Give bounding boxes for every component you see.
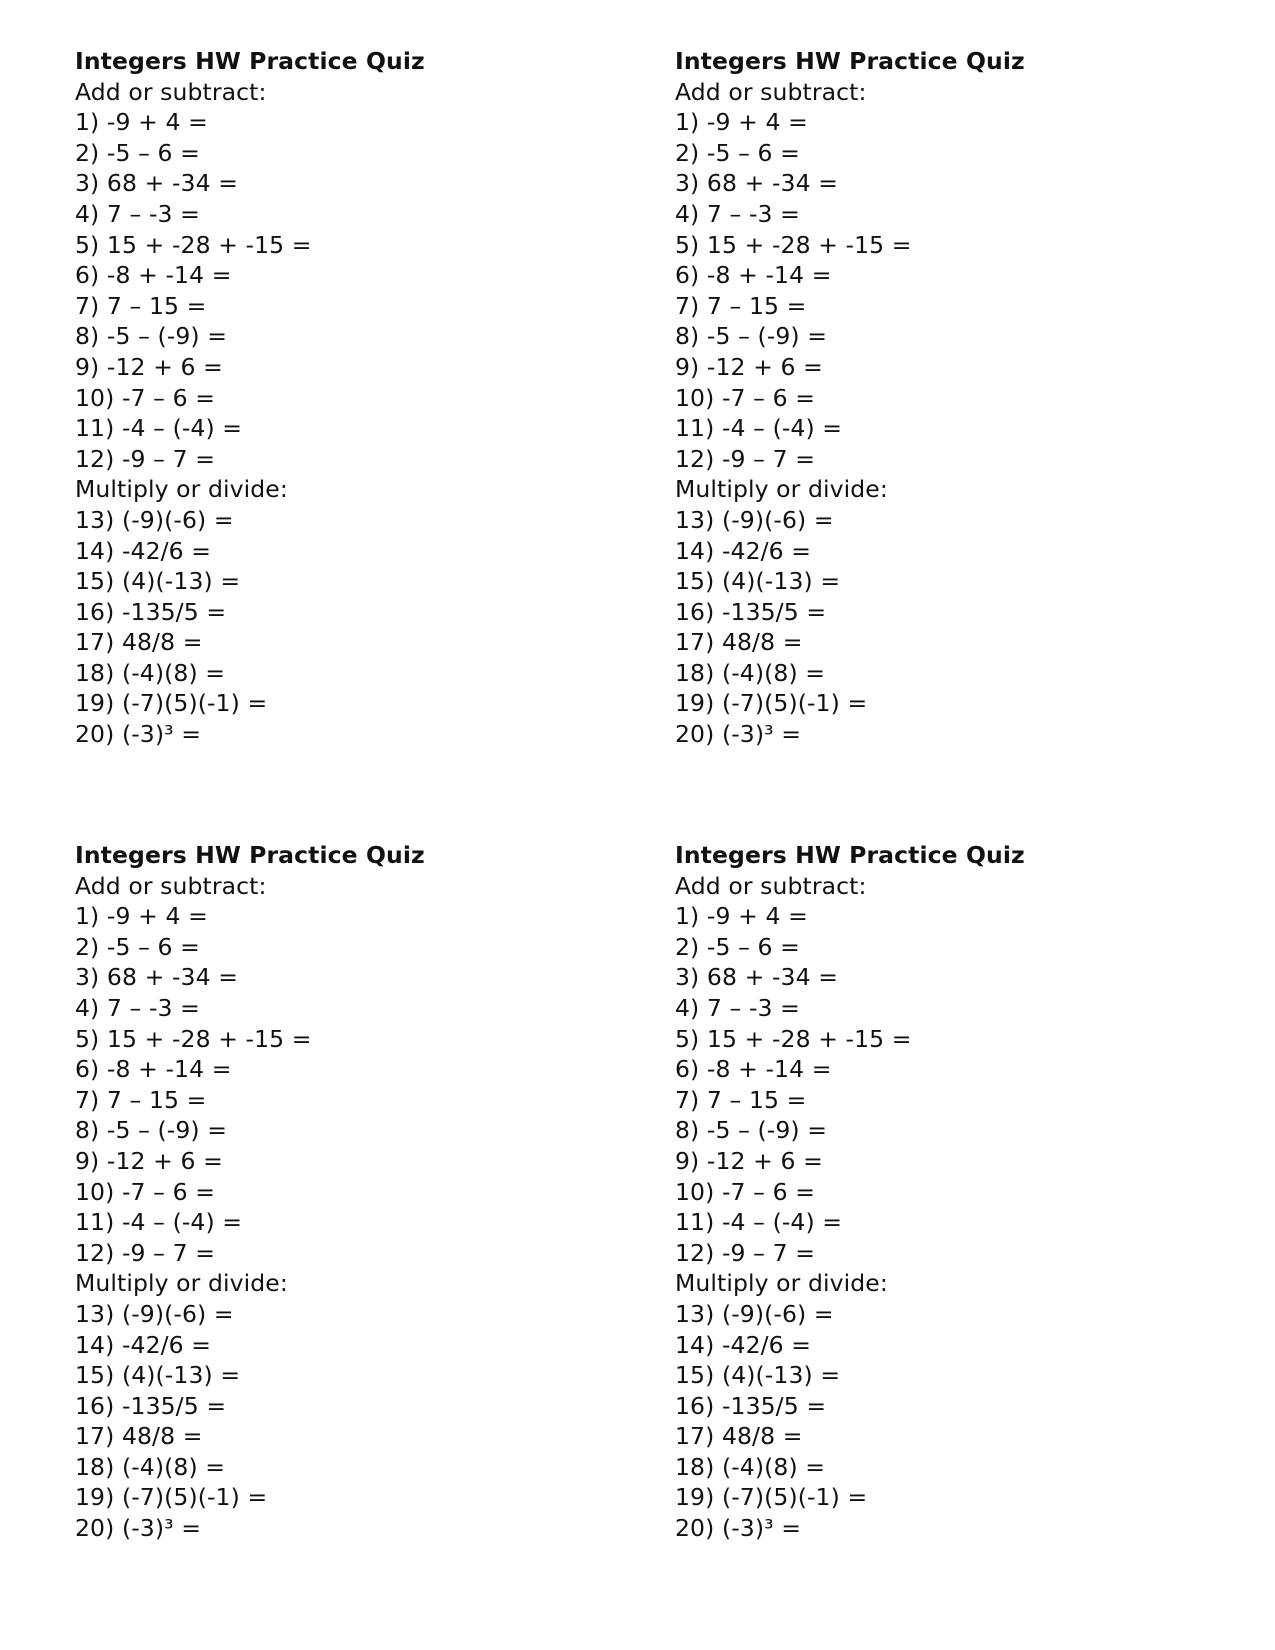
- problem-expression: -5 – (-9) =: [106, 1116, 228, 1145]
- section-heading-multiply-divide: Multiply or divide:: [75, 1269, 288, 1298]
- problem-expression: -7 – 6 =: [121, 383, 215, 412]
- problem-row: [675, 566, 1195, 597]
- problem-number: 9): [75, 1146, 100, 1175]
- problem-expression: -5 – (-9) =: [706, 322, 828, 351]
- problem-expression: (-3)³ =: [721, 720, 802, 749]
- problem-row: [75, 1115, 595, 1146]
- problem-row: [675, 505, 1195, 536]
- problem-row: [675, 688, 1195, 719]
- problem-row: [675, 597, 1195, 628]
- problem-expression: 7 – -3 =: [706, 993, 800, 1022]
- problem-expression: -42/6 =: [721, 536, 812, 565]
- problem-row: [675, 230, 1195, 261]
- problem-row: [75, 1024, 595, 1055]
- problem-number: 20): [675, 720, 715, 749]
- problem-number: 8): [675, 322, 700, 351]
- problem-row: [675, 444, 1195, 475]
- problem-expression: -9 – 7 =: [721, 1238, 815, 1267]
- problem-expression: 7 – 15 =: [706, 291, 807, 320]
- problem-row: [675, 1054, 1195, 1085]
- problem-number: 18): [675, 1452, 715, 1481]
- problem-number: 15): [75, 1361, 115, 1390]
- problem-expression: (-4)(8) =: [721, 1452, 826, 1481]
- problem-number: 1): [75, 902, 100, 931]
- problem-row: [675, 627, 1195, 658]
- problem-number: 16): [75, 1391, 115, 1420]
- quiz-copy-bottom-right: [675, 840, 1195, 1544]
- problem-number: 3): [675, 169, 700, 198]
- problem-number: 8): [75, 1116, 100, 1145]
- problem-number: 3): [675, 963, 700, 992]
- problem-number: 15): [675, 567, 715, 596]
- quiz-copy-top-left: [75, 46, 595, 750]
- problem-expression: 7 – -3 =: [106, 993, 200, 1022]
- problem-expression: 15 + -28 + -15 =: [106, 1024, 312, 1053]
- problem-expression: -9 + 4 =: [706, 902, 808, 931]
- problem-row: [75, 719, 595, 750]
- problem-number: 2): [675, 138, 700, 167]
- problem-row: [75, 993, 595, 1024]
- problem-row: [675, 1024, 1195, 1055]
- problem-number: 5): [675, 230, 700, 259]
- quiz-title: Integers HW Practice Quiz: [75, 47, 425, 75]
- problem-number: 14): [675, 1330, 715, 1359]
- problem-number: 16): [675, 597, 715, 626]
- problem-row: [75, 597, 595, 628]
- problem-number: 1): [75, 108, 100, 137]
- problem-expression: 7 – -3 =: [706, 199, 800, 228]
- problem-row: [675, 536, 1195, 567]
- problem-expression: 7 – 15 =: [106, 1085, 207, 1114]
- problem-expression: -5 – 6 =: [106, 138, 200, 167]
- problem-number: 2): [675, 932, 700, 961]
- problem-number: 11): [75, 414, 115, 443]
- problem-row: [675, 901, 1195, 932]
- problem-number: 4): [75, 993, 100, 1022]
- problem-expression: -9 + 4 =: [706, 108, 808, 137]
- problem-expression: -5 – 6 =: [106, 932, 200, 961]
- problem-number: 11): [675, 414, 715, 443]
- problem-row: [675, 993, 1195, 1024]
- problem-number: 19): [675, 1483, 715, 1512]
- problem-row: [75, 321, 595, 352]
- problem-row: [75, 291, 595, 322]
- problem-expression: -9 + 4 =: [106, 108, 208, 137]
- problem-expression: -9 – 7 =: [721, 444, 815, 473]
- section-heading-multiply-divide: Multiply or divide:: [75, 475, 288, 504]
- quiz-copy-top-right: [675, 46, 1195, 750]
- problem-number: 6): [75, 261, 100, 290]
- problem-expression: (4)(-13) =: [121, 567, 241, 596]
- problem-expression: -5 – 6 =: [706, 138, 800, 167]
- problem-row: [675, 1482, 1195, 1513]
- problem-number: 13): [675, 505, 715, 534]
- problem-number: 7): [75, 1085, 100, 1114]
- problem-expression: (-9)(-6) =: [121, 505, 234, 534]
- quiz-title: Integers HW Practice Quiz: [75, 841, 425, 869]
- problem-number: 2): [75, 932, 100, 961]
- problem-number: 20): [75, 1514, 115, 1543]
- problem-row: [75, 1360, 595, 1391]
- section-heading-add-subtract: Add or subtract:: [675, 871, 867, 900]
- problem-number: 20): [75, 720, 115, 749]
- problem-row: [75, 536, 595, 567]
- problem-row: [75, 383, 595, 414]
- problem-number: 3): [75, 169, 100, 198]
- problem-row: [75, 962, 595, 993]
- problem-row: [75, 1391, 595, 1422]
- problem-row: [75, 658, 595, 689]
- problem-number: 5): [675, 1024, 700, 1053]
- section-heading-add-subtract: Add or subtract:: [75, 77, 267, 106]
- problem-row: [675, 260, 1195, 291]
- problem-number: 17): [675, 628, 715, 657]
- problem-number: 4): [675, 993, 700, 1022]
- problem-expression: (-3)³ =: [721, 1514, 802, 1543]
- problem-row: [75, 901, 595, 932]
- problem-row: [75, 1452, 595, 1483]
- problem-number: 13): [675, 1299, 715, 1328]
- problem-expression: 15 + -28 + -15 =: [106, 230, 312, 259]
- problem-expression: 68 + -34 =: [106, 169, 238, 198]
- problem-expression: -4 – (-4) =: [121, 414, 243, 443]
- problem-expression: (4)(-13) =: [121, 1361, 241, 1390]
- problem-number: 11): [75, 1208, 115, 1237]
- problem-number: 4): [675, 199, 700, 228]
- problem-row: [675, 321, 1195, 352]
- problem-row: [75, 1238, 595, 1269]
- problem-number: 19): [675, 689, 715, 718]
- problem-row: [75, 1177, 595, 1208]
- problem-expression: (4)(-13) =: [721, 567, 841, 596]
- problem-expression: -12 + 6 =: [106, 1146, 223, 1175]
- problem-expression: 48/8 =: [121, 628, 203, 657]
- problem-row: [75, 627, 595, 658]
- problem-number: 12): [75, 444, 115, 473]
- problem-row: [675, 168, 1195, 199]
- problem-number: 10): [75, 1177, 115, 1206]
- quiz-title: Integers HW Practice Quiz: [675, 47, 1025, 75]
- problem-number: 8): [75, 322, 100, 351]
- problem-row: [675, 352, 1195, 383]
- problem-row: [675, 932, 1195, 963]
- problem-number: 8): [675, 1116, 700, 1145]
- problem-expression: -9 + 4 =: [106, 902, 208, 931]
- problem-number: 7): [675, 1085, 700, 1114]
- problem-expression: 7 – 15 =: [706, 1085, 807, 1114]
- section-heading-add-subtract: Add or subtract:: [75, 871, 267, 900]
- problem-row: [675, 1146, 1195, 1177]
- problem-expression: (-4)(8) =: [121, 1452, 226, 1481]
- problem-expression: -8 + -14 =: [706, 261, 832, 290]
- problem-number: 12): [675, 1238, 715, 1267]
- problem-row: [75, 1207, 595, 1238]
- problem-number: 3): [75, 963, 100, 992]
- problem-row: [675, 658, 1195, 689]
- problem-number: 17): [75, 628, 115, 657]
- problem-row: [675, 383, 1195, 414]
- problem-number: 6): [675, 1055, 700, 1084]
- problem-row: [75, 352, 595, 383]
- problem-expression: 48/8 =: [121, 1422, 203, 1451]
- problem-number: 20): [675, 1514, 715, 1543]
- problem-number: 9): [75, 352, 100, 381]
- problem-number: 19): [75, 1483, 115, 1512]
- problem-expression: (-3)³ =: [121, 1514, 202, 1543]
- problem-expression: -42/6 =: [121, 536, 212, 565]
- problem-number: 6): [675, 261, 700, 290]
- problem-row: [675, 719, 1195, 750]
- problem-row: [675, 1513, 1195, 1544]
- problem-expression: -135/5 =: [721, 597, 827, 626]
- problem-number: 15): [75, 567, 115, 596]
- problem-expression: -9 – 7 =: [121, 1238, 215, 1267]
- problem-number: 11): [675, 1208, 715, 1237]
- problem-expression: 48/8 =: [721, 1422, 803, 1451]
- problem-expression: (4)(-13) =: [721, 1361, 841, 1390]
- problem-row: [75, 1421, 595, 1452]
- problem-expression: -12 + 6 =: [706, 1146, 823, 1175]
- section-heading-multiply-divide: Multiply or divide:: [675, 475, 888, 504]
- problem-number: 14): [75, 1330, 115, 1359]
- problem-row: [75, 168, 595, 199]
- problem-row: [675, 1360, 1195, 1391]
- problem-expression: (-3)³ =: [121, 720, 202, 749]
- problem-row: [675, 1452, 1195, 1483]
- problem-number: 5): [75, 230, 100, 259]
- problem-expression: -8 + -14 =: [106, 1055, 232, 1084]
- problem-expression: -135/5 =: [121, 1391, 227, 1420]
- problem-number: 16): [75, 597, 115, 626]
- problem-row: [675, 291, 1195, 322]
- problem-number: 5): [75, 1024, 100, 1053]
- section-heading-add-subtract: Add or subtract:: [675, 77, 867, 106]
- quiz-copy-bottom-left: [75, 840, 595, 1544]
- problem-row: [75, 260, 595, 291]
- problem-expression: -4 – (-4) =: [721, 1208, 843, 1237]
- problem-row: [75, 230, 595, 261]
- problem-number: 18): [75, 658, 115, 687]
- problem-expression: -4 – (-4) =: [721, 414, 843, 443]
- problem-expression: -12 + 6 =: [106, 352, 223, 381]
- problem-row: [675, 962, 1195, 993]
- problem-expression: (-7)(5)(-1) =: [721, 689, 868, 718]
- problem-number: 13): [75, 1299, 115, 1328]
- problem-expression: (-9)(-6) =: [721, 1299, 834, 1328]
- problem-expression: -42/6 =: [721, 1330, 812, 1359]
- problem-expression: -7 – 6 =: [721, 1177, 815, 1206]
- problem-number: 18): [75, 1452, 115, 1481]
- problem-expression: -5 – 6 =: [706, 932, 800, 961]
- problem-expression: (-7)(5)(-1) =: [121, 689, 268, 718]
- problem-expression: (-7)(5)(-1) =: [721, 1483, 868, 1512]
- problem-number: 14): [75, 536, 115, 565]
- problem-number: 12): [675, 444, 715, 473]
- problem-expression: -9 – 7 =: [121, 444, 215, 473]
- problem-row: [675, 1115, 1195, 1146]
- problem-row: [675, 413, 1195, 444]
- problem-expression: -8 + -14 =: [706, 1055, 832, 1084]
- problem-row: [75, 107, 595, 138]
- problem-number: 16): [675, 1391, 715, 1420]
- problem-number: 19): [75, 689, 115, 718]
- problem-row: [75, 1330, 595, 1361]
- problem-row: [75, 444, 595, 475]
- problem-expression: 68 + -34 =: [106, 963, 238, 992]
- problem-row: [75, 1482, 595, 1513]
- problem-row: [675, 1391, 1195, 1422]
- problem-number: 10): [75, 383, 115, 412]
- problem-number: 9): [675, 352, 700, 381]
- problem-number: 17): [75, 1422, 115, 1451]
- problem-expression: -135/5 =: [721, 1391, 827, 1420]
- problem-row: [75, 688, 595, 719]
- problem-row: [75, 1299, 595, 1330]
- problem-number: 1): [675, 108, 700, 137]
- problem-expression: (-4)(8) =: [721, 658, 826, 687]
- problem-expression: -5 – (-9) =: [706, 1116, 828, 1145]
- problem-expression: (-9)(-6) =: [121, 1299, 234, 1328]
- problem-expression: 15 + -28 + -15 =: [706, 1024, 912, 1053]
- problem-expression: -5 – (-9) =: [106, 322, 228, 351]
- problem-number: 17): [675, 1422, 715, 1451]
- problem-expression: 68 + -34 =: [706, 169, 838, 198]
- problem-expression: 68 + -34 =: [706, 963, 838, 992]
- problem-number: 7): [675, 291, 700, 320]
- problem-row: [675, 1421, 1195, 1452]
- problem-row: [75, 138, 595, 169]
- problem-number: 2): [75, 138, 100, 167]
- problem-number: 12): [75, 1238, 115, 1267]
- problem-row: [675, 1299, 1195, 1330]
- problem-row: [675, 1330, 1195, 1361]
- problem-expression: (-4)(8) =: [121, 658, 226, 687]
- problem-expression: 15 + -28 + -15 =: [706, 230, 912, 259]
- problem-row: [75, 1085, 595, 1116]
- problem-number: 15): [675, 1361, 715, 1390]
- problem-row: [75, 1146, 595, 1177]
- problem-expression: -12 + 6 =: [706, 352, 823, 381]
- problem-number: 10): [675, 1177, 715, 1206]
- problem-expression: -135/5 =: [121, 597, 227, 626]
- problem-expression: (-7)(5)(-1) =: [121, 1483, 268, 1512]
- problem-row: [675, 1085, 1195, 1116]
- problem-row: [675, 1238, 1195, 1269]
- problem-number: 9): [675, 1146, 700, 1175]
- problem-number: 4): [75, 199, 100, 228]
- problem-expression: 48/8 =: [721, 628, 803, 657]
- problem-number: 1): [675, 902, 700, 931]
- problem-number: 6): [75, 1055, 100, 1084]
- problem-row: [675, 1207, 1195, 1238]
- problem-expression: 7 – 15 =: [106, 291, 207, 320]
- problem-row: [75, 932, 595, 963]
- problem-row: [675, 1177, 1195, 1208]
- problem-number: 14): [675, 536, 715, 565]
- problem-row: [75, 1513, 595, 1544]
- problem-expression: -7 – 6 =: [121, 1177, 215, 1206]
- problem-row: [75, 566, 595, 597]
- quiz-title: Integers HW Practice Quiz: [675, 841, 1025, 869]
- problem-number: 18): [675, 658, 715, 687]
- problem-row: [675, 199, 1195, 230]
- problem-expression: (-9)(-6) =: [721, 505, 834, 534]
- problem-expression: -4 – (-4) =: [121, 1208, 243, 1237]
- problem-row: [675, 138, 1195, 169]
- problem-row: [75, 413, 595, 444]
- problem-number: 10): [675, 383, 715, 412]
- problem-expression: -42/6 =: [121, 1330, 212, 1359]
- problem-row: [75, 1054, 595, 1085]
- problem-number: 7): [75, 291, 100, 320]
- problem-expression: -7 – 6 =: [721, 383, 815, 412]
- problem-expression: 7 – -3 =: [106, 199, 200, 228]
- section-heading-multiply-divide: Multiply or divide:: [675, 1269, 888, 1298]
- problem-row: [675, 107, 1195, 138]
- problem-row: [75, 199, 595, 230]
- problem-row: [75, 505, 595, 536]
- problem-number: 13): [75, 505, 115, 534]
- problem-expression: -8 + -14 =: [106, 261, 232, 290]
